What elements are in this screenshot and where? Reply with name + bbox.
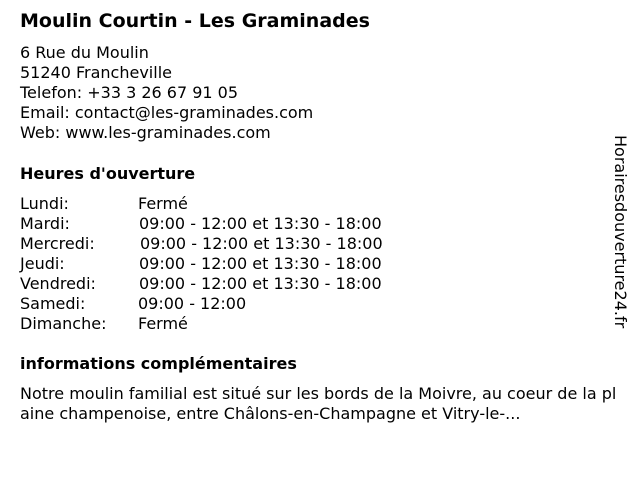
email-address: Email: contact@les-graminades.com	[20, 103, 314, 122]
day-label: Lundi:	[20, 194, 69, 213]
time-value: 09:00 - 12:00 et 13:30 - 18:00	[139, 274, 382, 293]
time-value: 09:00 - 12:00 et 13:30 - 18:00	[140, 234, 383, 253]
day-label: Jeudi:	[20, 254, 65, 273]
time-value: Fermé	[138, 194, 188, 213]
time-value: 09:00 - 12:00 et 13:30 - 18:00	[139, 214, 382, 233]
site-watermark: Horairesdouverture24.fr	[611, 135, 630, 329]
day-label: Vendredi:	[20, 274, 96, 293]
phone-number: Telefon: +33 3 26 67 91 05	[20, 83, 239, 102]
website-address: Web: www.les-graminades.com	[20, 123, 271, 142]
address-block	[20, 43, 313, 143]
additional-info-heading: informations complémentaires	[20, 354, 297, 373]
day-label: Dimanche:	[20, 314, 107, 333]
opening-hours-heading: Heures d'ouverture	[20, 164, 196, 183]
business-name: Moulin Courtin - Les Graminades	[20, 10, 370, 32]
street-address: 6 Rue du Moulin	[20, 43, 149, 62]
description-text: Notre moulin familial est situé sur les bords de la Moivre, au coeur de la plaine champenoise, entre Châlons-en-Champagne et Vitry-le-...	[20, 384, 617, 423]
time-value: 09:00 - 12:00 et 13:30 - 18:00	[139, 254, 382, 273]
city-address: 51240 Francheville	[20, 63, 172, 82]
day-label: Mardi:	[20, 214, 70, 233]
time-value: Fermé	[138, 314, 188, 333]
day-label: Mercredi:	[20, 234, 95, 253]
day-label: Samedi:	[20, 294, 86, 313]
time-value: 09:00 - 12:00	[138, 294, 247, 313]
